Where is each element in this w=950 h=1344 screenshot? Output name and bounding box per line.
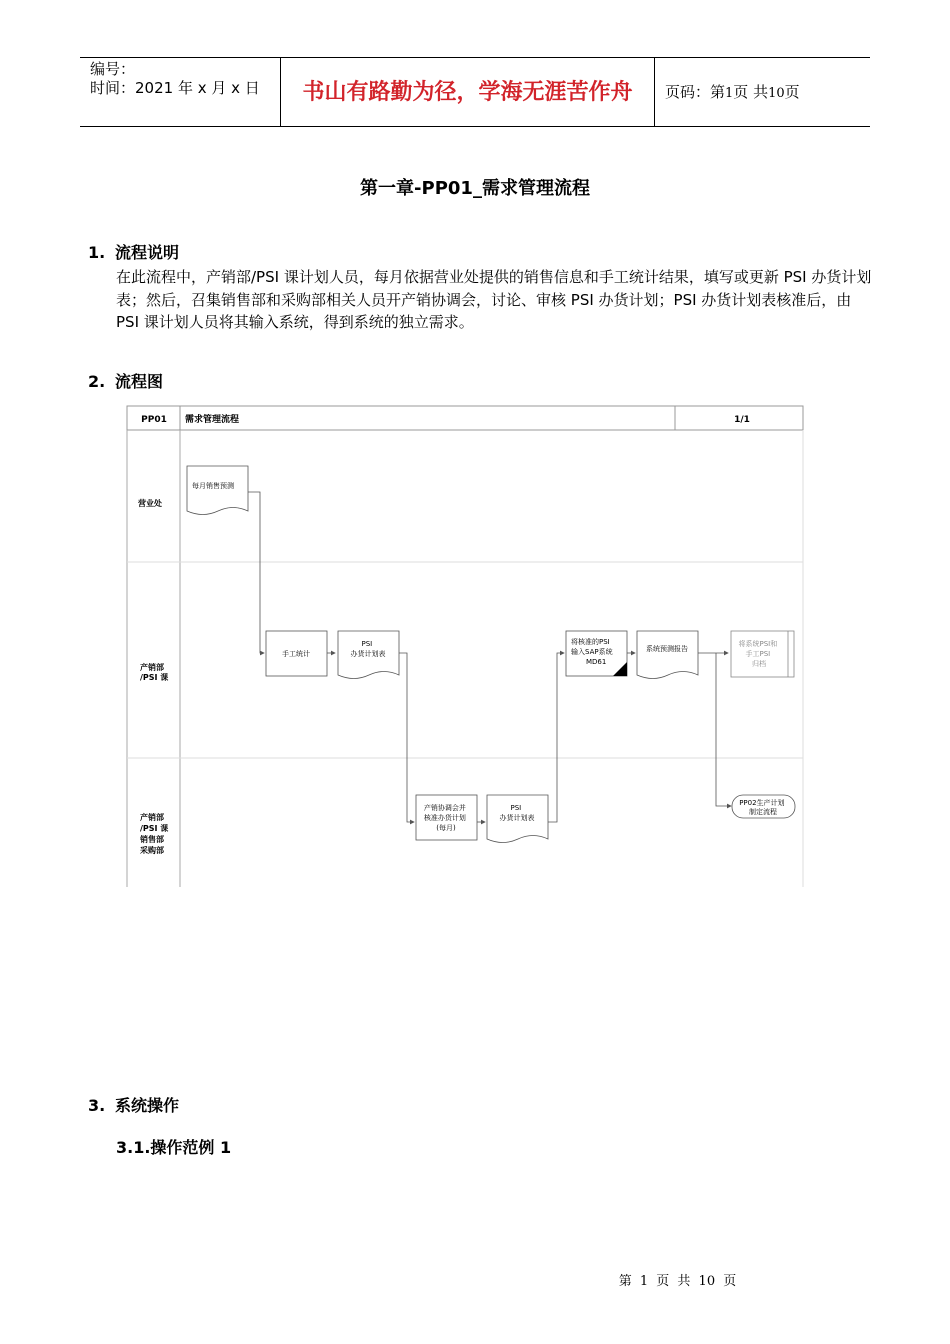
page-suffix: 页 bbox=[784, 83, 800, 101]
svg-text:每月销售预测: 每月销售预测 bbox=[192, 482, 234, 490]
svg-text:PP02生产计划 制定流程: PP02生产计划 制定流程 bbox=[739, 799, 785, 816]
svg-text:系统预测报告: 系统预测报告 bbox=[646, 645, 688, 653]
svg-text:将核准的PSI 输入SAP系统 MD: 将核准的PSI 输入SAP系统 MD61 bbox=[571, 638, 613, 666]
lane-label-joint: 产销部 /PSI 课 销售部 采购部 bbox=[140, 813, 169, 855]
header-motto: 书山有路勤为径，学海无涯苦作舟 bbox=[302, 79, 633, 105]
page-current: 1 bbox=[725, 86, 734, 101]
section-heading bbox=[88, 369, 163, 392]
page-header bbox=[80, 57, 870, 127]
svg-text:手工统计: 手工统计 bbox=[282, 650, 310, 658]
flowchart-page: 1/1 bbox=[734, 415, 750, 425]
header-divider bbox=[654, 58, 655, 126]
node-manual-statistics bbox=[266, 631, 327, 676]
section-number: 3. bbox=[88, 1096, 106, 1115]
lane-label-production-sales: 产销部 /PSI 课 bbox=[140, 663, 169, 682]
section-title: 流程图 bbox=[115, 372, 164, 391]
svg-text:PSI 办货计划表: PSI 办货计划表 bbox=[350, 640, 386, 658]
page-prefix: 页码：第 bbox=[665, 83, 726, 101]
node-coordination-meeting bbox=[416, 795, 477, 840]
node-psi-plan-review bbox=[487, 795, 548, 843]
page-footer: 第 1 页 共 10 页 bbox=[618, 1274, 737, 1289]
page-total: 10 bbox=[768, 86, 785, 101]
chapter-title: 第一章-PP01_需求管理流程 bbox=[360, 178, 590, 199]
node-forecast-report bbox=[637, 631, 698, 679]
svg-text:PSI 办货计划表: PSI 办货计划表 bbox=[499, 804, 535, 822]
process-description: 在此流程中，产销部/PSI 课计划人员，每月依据营业处提供的销售信息和手工统计结果，填写或更新 PSI 办货计划表；然后，召集销售部和采购部相关人员开产销协调会，讨论、审核 PSI 办货计划；PSI 办货计划表核准后，由 PSI 课计划人员将其输入系统，得到系统的独立需求。 bbox=[116, 268, 872, 331]
header-meta bbox=[90, 60, 260, 98]
svg-text:产销协调会并 核准办货计划 (每月): 产销协调会并 核准办货计划 (每月) bbox=[423, 804, 466, 832]
lane-label-sales-office: 营业处 bbox=[138, 499, 162, 508]
section-title: 流程说明 bbox=[115, 243, 180, 262]
section-number: 1. bbox=[88, 243, 106, 262]
flowchart bbox=[120, 400, 810, 890]
page-mid: 页 共 bbox=[733, 83, 769, 101]
node-psi-plan bbox=[338, 631, 399, 679]
flowchart-name: 需求管理流程 bbox=[185, 415, 240, 425]
section-number: 2. bbox=[88, 372, 106, 391]
flowchart-code: PP01 bbox=[141, 415, 167, 425]
node-input-sap bbox=[566, 631, 627, 676]
svg-text:将系统PSI和 手工PSI 归档: 将系统PSI和 手工PSI 归档 bbox=[738, 640, 778, 668]
section-title: 系统操作 bbox=[115, 1096, 180, 1115]
node-pp02-link bbox=[732, 795, 795, 818]
doc-time-label: 时间：2021 年 x 月 x 日 bbox=[90, 79, 260, 97]
node-sales-forecast bbox=[187, 466, 248, 515]
doc-number-label: 编号： bbox=[90, 60, 136, 78]
section-heading bbox=[88, 240, 179, 263]
subsection-heading: 3.1.操作范例 1 bbox=[116, 1138, 232, 1157]
node-archive bbox=[731, 631, 794, 677]
header-page-info bbox=[665, 58, 800, 126]
section-heading bbox=[88, 1093, 179, 1116]
